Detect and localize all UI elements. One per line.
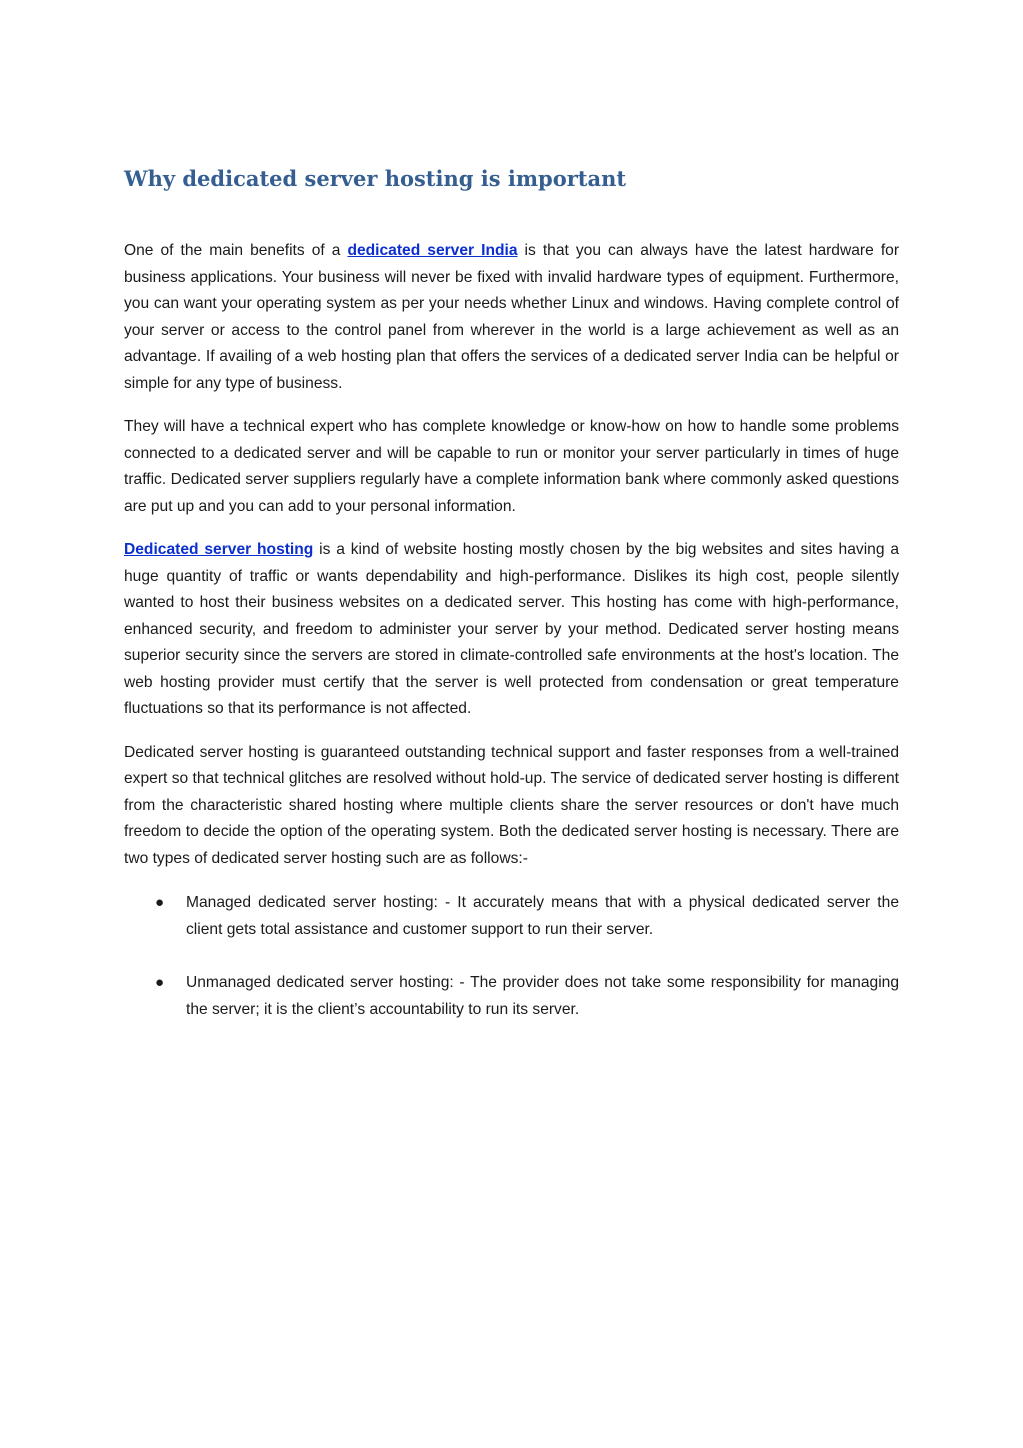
page-title: Why dedicated server hosting is important: [124, 166, 627, 191]
document-page: [124, 164, 899, 1050]
hosting-types-list: [124, 890, 899, 1023]
bullet-icon: ●: [155, 894, 165, 911]
paragraph-2: They will have a technical expert who has complete knowledge or know-how on how to handle some problems connected to a dedicated server and will be capable to run or monitor your server particularly in times of huge traffic. Dedicated server suppliers regularly have a complete information bank where commonly asked questions are put up and you can add to your personal information.: [124, 418, 899, 515]
list-item-text: Managed dedicated server hosting: - It accurately means that with a physical dedicated server the client gets total assistance and customer support to run their server.: [186, 894, 899, 938]
paragraph-3: [124, 537, 899, 723]
dedicated-server-hosting-link[interactable]: Dedicated server hosting: [124, 541, 314, 558]
paragraph-3-text: is a kind of website hosting mostly chosen by the big websites and sites having a huge quantity of traffic or wants dependability and high-performance. Dislikes its high cost, people silently wanted to host their business websites on a dedicated server. This hosting has come with high-performance, enhanced security, and freedom to administer your server by your method. Dedicated server hosting means superior security since the servers are stored in climate-controlled safe environments at the host's location. The web hosting provider must certify that the server is well protected from condensation or great temperature fluctuations so that its performance is not affected.: [124, 541, 900, 717]
list-item-text: Unmanaged dedicated server hosting: - The provider does not take some responsibility for managing the server; it is the client’s accountability to run its server.: [186, 974, 899, 1018]
list-item: [124, 890, 899, 943]
paragraph-1: [124, 238, 899, 397]
dedicated-server-india-link[interactable]: dedicated server India: [347, 242, 518, 259]
bullet-icon: ●: [155, 974, 165, 991]
paragraph-1-text-end: is that you can always have the latest hardware for business applications. Your business will never be fixed with invalid hardware types of equipment. Furthermore, you can want your operating system as per your needs whether Linux and windows. Having complete control of your server or access to the control panel from wherever in the world is a large achievement as well as an advantage. If availing of a web hosting plan that offers the services of a dedicated server India can be helpful or simple for any type of business.: [124, 242, 900, 392]
paragraph-1-text-start: One of the main benefits of a: [124, 242, 348, 259]
list-item: [124, 970, 899, 1023]
paragraph-4: Dedicated server hosting is guaranteed outstanding technical support and faster responses from a well-trained expert so that technical glitches are resolved without hold-up. The service of dedicated server hosting is different from the characteristic shared hosting where multiple clients share the server resources or don't have much freedom to decide the option of the operating system. Both the dedicated server hosting is necessary. There are two types of dedicated server hosting such are as follows:-: [124, 743, 899, 867]
